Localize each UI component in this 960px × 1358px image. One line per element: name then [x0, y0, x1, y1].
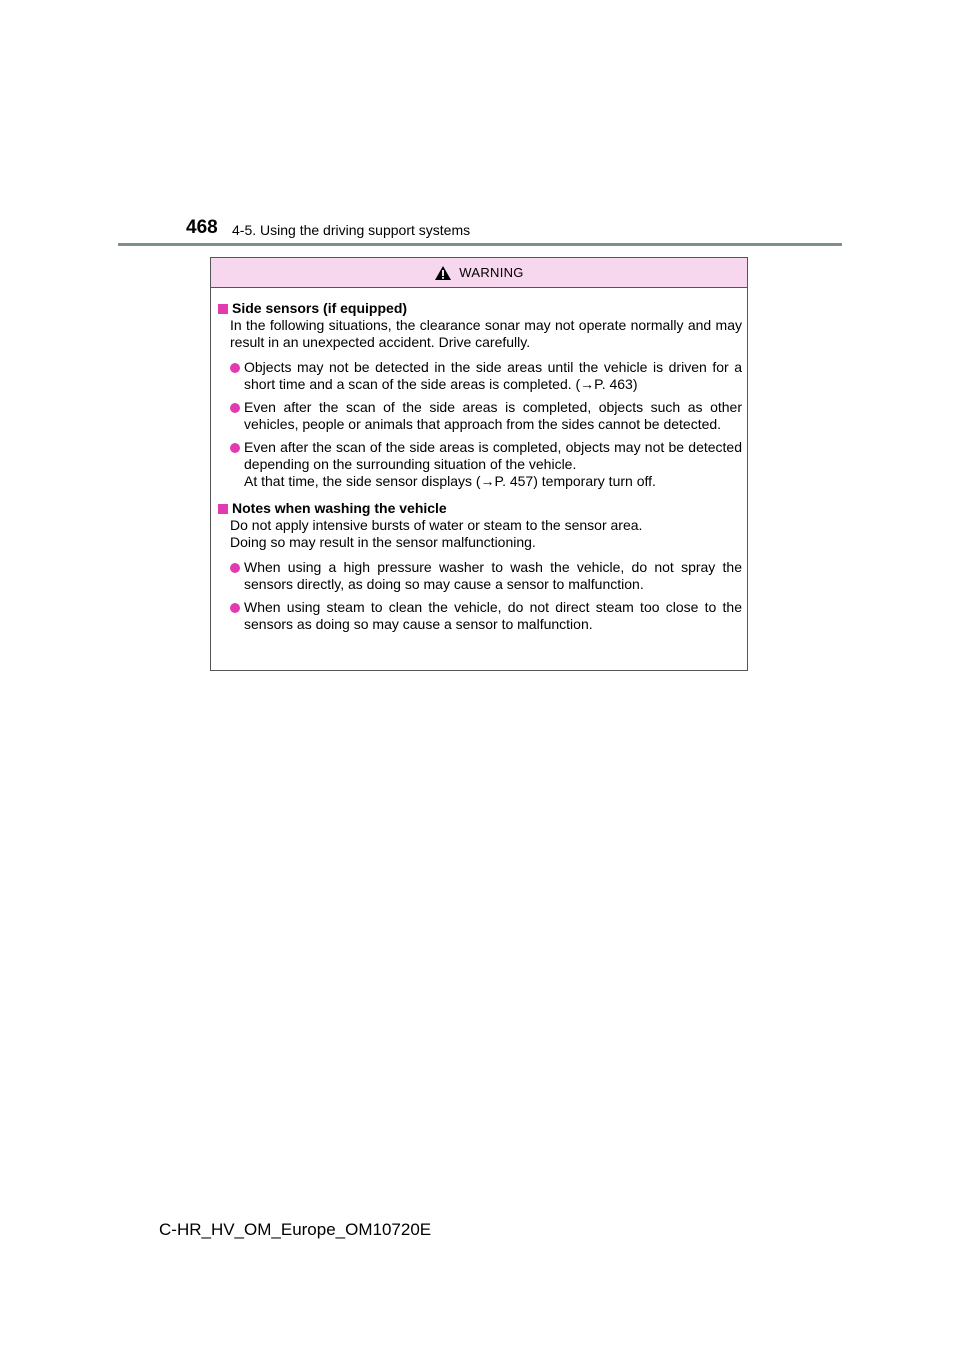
- list-item: [218, 359, 742, 393]
- section-heading-text: Notes when washing the vehicle: [232, 500, 447, 516]
- circle-bullet-icon: [230, 563, 240, 573]
- circle-bullet-icon: [230, 603, 240, 613]
- page-number: 468: [186, 217, 218, 238]
- circle-bullet-icon: [230, 443, 240, 453]
- section-intro-line: Doing so may result in the sensor malfunctioning.: [230, 534, 536, 550]
- list-item: [218, 439, 742, 490]
- list-item-text: [244, 439, 742, 490]
- list-item-text-line: At that time, the side sensor displays (→P. 457) temporary turn off.: [244, 473, 656, 489]
- section-heading-side-sensors: [218, 300, 742, 317]
- list-item: [218, 559, 742, 593]
- square-bullet-icon: [218, 304, 228, 314]
- warning-box: [210, 257, 748, 671]
- section-title: 4-5. Using the driving support systems: [232, 222, 471, 238]
- section-intro: In the following situations, the clearance sonar may not operate normally and may result in an unexpected accident. Drive carefully.: [230, 317, 742, 350]
- warning-label: WARNING: [459, 265, 524, 280]
- list-item: [218, 599, 742, 633]
- header-rule: [118, 243, 842, 246]
- list-item-text: When using a high pressure washer to wash the vehicle, do not spray the sensors directly, as doing so may cause a sensor to malfunction.: [244, 559, 742, 592]
- warning-body: [211, 288, 747, 633]
- square-bullet-icon: [218, 504, 228, 514]
- section-intro: [218, 517, 742, 551]
- circle-bullet-icon: [230, 363, 240, 373]
- section-heading-text: Side sensors (if equipped): [232, 300, 408, 316]
- list-item-text: Even after the scan of the side areas is completed, objects such as other vehicles, people or animals that approach from the sides cannot be detected.: [244, 399, 742, 432]
- document-code: C-HR_HV_OM_Europe_OM10720E: [159, 1220, 432, 1239]
- section-heading-washing: [218, 500, 742, 517]
- list-item-text: Objects may not be detected in the side areas until the vehicle is driven for a short time and a scan of the side areas is completed. (→P. 463): [244, 359, 742, 392]
- warning-triangle-icon: [434, 265, 452, 281]
- list-item: [218, 399, 742, 433]
- circle-bullet-icon: [230, 403, 240, 413]
- section-intro-line: Do not apply intensive bursts of water or steam to the sensor area.: [230, 517, 643, 533]
- list-item-text-line: Even after the scan of the side areas is completed, objects may not be detected depending on the surrounding situation of the vehicle.: [244, 439, 742, 472]
- list-item-text: When using steam to clean the vehicle, do not direct steam too close to the sensors as doing so may cause a sensor to malfunction.: [244, 599, 742, 632]
- warning-header: [211, 258, 747, 288]
